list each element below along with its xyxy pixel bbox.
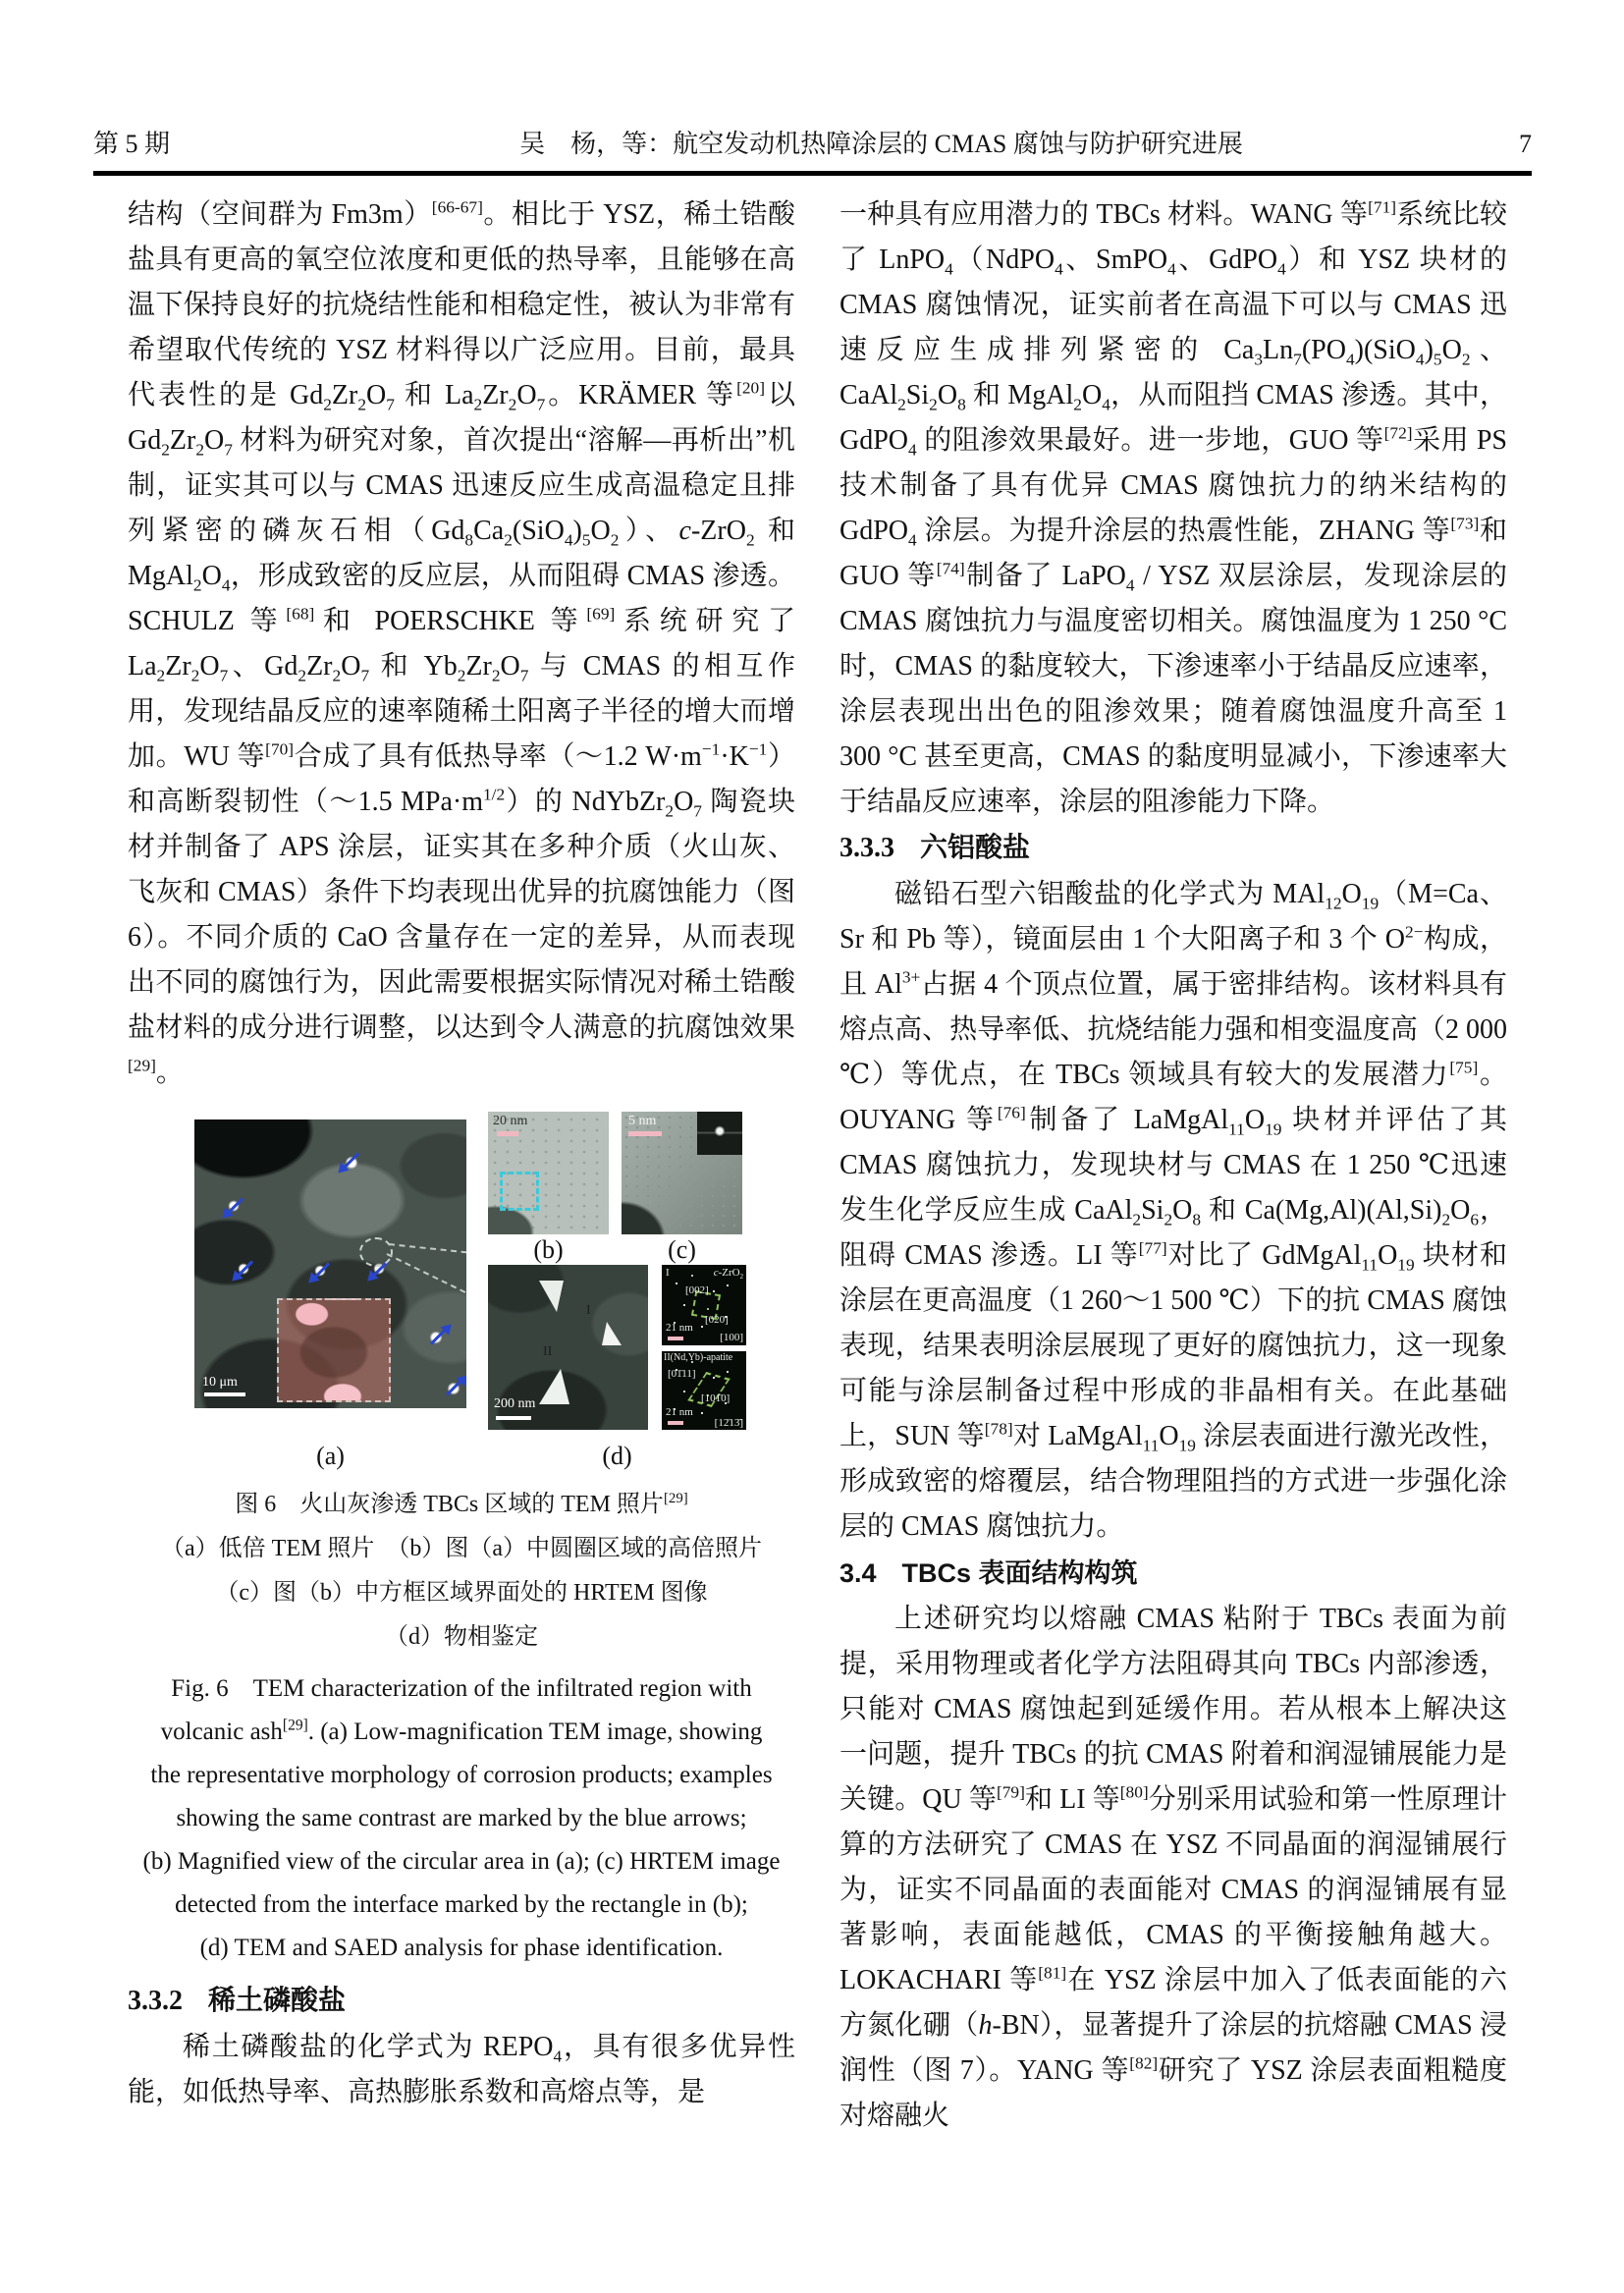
- body-paragraph: 一种具有应用潜力的 TBCs 材料。WANG 等[71]系统比较了 LnPO$_4$（NdPO$_4$、SmPO$_4$、GdPO$_4$）和 YSZ 块材的 CMAS 腐蚀情况，证实前者在高温下可以与 CMAS 迅速反应生成排列紧密的 $Ca_3Ln_7(PO_4)(SiO_4)_5O_2$、$CaAl_2Si_2O_8$ 和 $MgAl_2O_4$，从而阻挡 CMAS 渗透。其中，GdPO$_4$ 的阻渗效果最好。进一步地，GUO 等[72]采用 PS 技术制备了具有优异 CMAS 腐蚀抗力的纳米结构的 GdPO$_4$ 涂层。为提升涂层的热震性能，ZHANG 等[73]和 GUO 等[74]制备了 LaPO$_4$ / YSZ 双层涂层，发现涂层的 CMAS 腐蚀抗力与温度密切相关。腐蚀温度为 1 250 °C 时，CMAS 的黏度较大，下渗速率小于结晶反应速率，涂层表现出出色的阻渗效果；随着腐蚀温度升高至 1 300 °C 甚至更高，CMAS 的黏度明显减小，下渗速率大于结晶反应速率，涂层的阻渗能力下降。: [839, 197, 1507, 817]
- scale-bar-label: 5 nm: [628, 1114, 657, 1128]
- figure-caption-en-line: detected from the interface marked by the rectangle in (b);: [175, 1891, 748, 1918]
- saed-spot-label: [002]: [685, 1284, 709, 1296]
- figure-caption-zh-line: （a）低倍 TEM 照片 （b）图（a）中圆圈区域的高倍照片: [161, 1536, 762, 1561]
- figure-caption-en-line: showing the same contrast are marked by the blue arrows;: [176, 1805, 747, 1831]
- dashed-circle-marker: [359, 1237, 393, 1267]
- dashed-callout-line: [387, 1253, 466, 1306]
- section-title: 稀土磷酸盐: [208, 1986, 347, 2016]
- saed-phase-label: c-ZrO$_2$: [713, 1267, 743, 1282]
- scale-bar: [204, 1392, 245, 1396]
- subfigure-label-b: (b): [533, 1235, 564, 1264]
- cyan-dashed-rectangle: [500, 1172, 539, 1211]
- section-heading-3-3-2: [128, 1978, 795, 2025]
- diffraction-spots: [662, 1265, 664, 1267]
- body-paragraph: 磁铅石型六铝酸盐的化学式为 $MAl_{12}O_{19}(M=Ca$、Sr 和 Pb 等），镜面层由 1 个大阳离子和 3 个 $O^{2-}$构成，且 $Al^{3+}$占据 4 个顶点位置，属于密排结构。该材料具有熔点高、热导率低、抗烧结能力强和相变温度高（2 000 ℃）等优点，在 TBCs 领域具有较大的发展潜力[75]。OUYANG 等[76]制备了 $LaMgAl_{11}O_{19}$ 块材并评估了其 CMAS 腐蚀抗力，发现块材与 CMAS 在 1 250 ℃迅速发生化学反应生成 $CaAl_2Si_2O_8$ 和 $Ca(Mg,Al)(Al,Si)_2O_6$，阻碍 CMAS 渗透。LI 等[77]对比了 $GdMgAl_{11}O_{19}$ 块材和涂层在更高温度（1 260～1 500 ℃）下的抗 CMAS 腐蚀表现，结果表明涂层展现了更好的腐蚀抗力，这一现象可能与涂层制备过程中形成的非晶相有关。在此基础上，SUN 等[78]对 $LaMgAl_{11}O_{19}$ 涂层表面进行激光改性，形成致密的熔覆层，结合物理阻挡的方式进一步强化涂层的 CMAS 腐蚀抗力。: [839, 879, 1507, 1542]
- section-title: TBCs 表面结构构筑: [901, 1558, 1138, 1588]
- section-number: 3.4: [839, 1558, 877, 1588]
- hrtem-image-c: [622, 1112, 742, 1234]
- saed-spot-label: [020]: [705, 1314, 729, 1326]
- figure-6: [128, 1112, 795, 1483]
- figure-caption-en-line: the representative morphology of corrosion products; examples: [150, 1762, 773, 1788]
- scale-bar-label: 21 nm: [666, 1322, 693, 1334]
- running-title: 吴 杨，等：航空发动机热障涂层的 CMAS 腐蚀与防护研究进展: [519, 130, 1243, 158]
- tem-image-b: [488, 1112, 609, 1234]
- blue-arrow: [430, 1329, 446, 1344]
- running-head: [93, 124, 1532, 163]
- scale-bar: [668, 1421, 683, 1425]
- region-mark-II: II: [543, 1344, 553, 1359]
- saed-panel-czro2: [662, 1265, 746, 1345]
- saed-phase-label: II(Nd,Yb)-apatite: [664, 1352, 733, 1363]
- tem-image-a: [194, 1119, 466, 1408]
- figure-caption-en-line: (b) Magnified view of the circular area in (a); (c) HRTEM image: [142, 1848, 781, 1875]
- scale-bar: [628, 1131, 662, 1136]
- page-number: 7: [1519, 130, 1532, 158]
- saed-spot-label: [101̄0]: [701, 1392, 731, 1404]
- blue-arrow: [228, 1197, 244, 1213]
- scale-bar-label: 21 nm: [666, 1406, 693, 1418]
- issue-label: 第 5 期: [93, 130, 171, 158]
- figure-caption-en-line: volcanic ash[29]. (a) Low-magnification TEM image, showing: [160, 1717, 763, 1745]
- section-number: 3.3.2: [128, 1986, 183, 2016]
- figure-caption-en-line: (d) TEM and SAED analysis for phase identification.: [199, 1935, 724, 1961]
- subfigure-label-c: (c): [668, 1235, 696, 1264]
- figure-caption-zh-line: 图 6 火山灰渗透 TBCs 区域的 TEM 照片[29]: [235, 1491, 688, 1517]
- scale-bar: [668, 1337, 683, 1340]
- saed-spot-label: [12̄13̄]: [714, 1417, 743, 1429]
- dashed-callout-line: [389, 1243, 466, 1253]
- blue-arrow: [314, 1262, 330, 1278]
- header-rule: [93, 171, 1532, 176]
- blue-arrow: [238, 1260, 253, 1276]
- scale-bar-label: 10 μm: [202, 1375, 238, 1390]
- figure-caption-en-line: Fig. 6 TEM characterization of the infiltrated region with: [171, 1675, 752, 1702]
- saed-spot-label: [100]: [720, 1332, 743, 1343]
- figure-caption-zh-line: （d）物相鉴定: [385, 1624, 538, 1650]
- tem-image-d: [488, 1265, 648, 1430]
- region-mark-I: I: [586, 1303, 591, 1318]
- blue-arrow: [344, 1152, 359, 1168]
- scale-bar-label: 20 nm: [493, 1114, 528, 1128]
- saed-panel-apatite: [662, 1351, 746, 1430]
- section-heading-3-4: [839, 1550, 1507, 1597]
- section-heading-3-3-3: [839, 825, 1507, 872]
- subfigure-label-d: (d): [602, 1442, 632, 1470]
- subfigure-label-a: (a): [316, 1442, 345, 1470]
- fft-inset: [697, 1112, 742, 1155]
- right-column: [839, 192, 1507, 2139]
- bright-pocket: [539, 1281, 564, 1312]
- left-column: [128, 192, 795, 2115]
- pink-overlay-inset: [277, 1298, 391, 1402]
- scale-bar: [496, 1416, 531, 1420]
- scale-bar: [497, 1131, 518, 1136]
- section-title: 六铝酸盐: [920, 833, 1031, 863]
- figure-caption-zh-line: （c）图（b）中方框区域界面处的 HRTEM 图像: [215, 1580, 708, 1606]
- section-number: 3.3.3: [839, 833, 894, 863]
- blue-arrow: [446, 1380, 461, 1395]
- saed-spot-label: [01̄11]: [668, 1368, 696, 1380]
- saed-index: I: [666, 1267, 670, 1279]
- body-paragraph: 结构（空间群为 Fm3m）[66-67]。相比于 YSZ，稀土锆酸盐具有更高的氧空位浓度和更低的热导率，且能够在高温下保持良好的抗烧结性能和相稳定性，被认为非常有希望取代传统的 YSZ 材料得以广泛应用。目前，最具代表性的是 $Gd_2Zr_2O_7$ 和 $La_2Zr_2O_7$。KRÄMER 等[20]以 $Gd_2Zr_2O_7$ 材料为研究对象，首次提出“溶解—再析出”机制，证实其可以与 CMAS 迅速反应生成高温稳定且排列紧密的磷灰石相$(Gd_8Ca_2(SiO_4)_5O_2)$、c-ZrO$_2$ 和 $MgAl_2O_4$，形成致密的反应层，从而阻碍 CMAS 渗透。SCHULZ 等[68]和 POERSCHKE 等[69]系统研究了 $La_2Zr_2O_7$、$Gd_2Zr_2O_7$ 和 $Yb_2Zr_2O_7$ 与 CMAS 的相互作用，发现结晶反应的速率随稀土阳离子半径的增大而增加。WU 等[70]合成了具有低热导率（～1.2 $W\cdot m^{-1}\cdot K^{-1}$）和高断裂韧性（～1.5 $MPa\cdot m^{1/2}$）的 $NdYbZr_2O_7$ 陶瓷块材并制备了 APS 涂层，证实其在多种介质（火山灰、飞灰和 CMAS）条件下均表现出优异的抗腐蚀能力（图 6）。不同介质的 CaO 含量存在一定的差异，从而表现出不同的腐蚀行为，因此需要根据实际情况对稀土锆酸盐材料的成分进行调整，以达到令人满意的抗腐蚀效果[29]。: [128, 197, 795, 1088]
- bright-pocket: [602, 1322, 622, 1345]
- scale-bar-label: 200 nm: [494, 1396, 536, 1411]
- body-paragraph: 上述研究均以熔融 CMAS 粘附于 TBCs 表面为前提，采用物理或者化学方法阻碍其向 TBCs 内部渗透，只能对 CMAS 腐蚀起到延缓作用。若从根本上解决这一问题，提升 TBCs 的抗 CMAS 附着和润湿铺展能力是关键。QU 等[79]和 LI 等[80]分别采用试验和第一性原理计算的方法研究了 CMAS 在 YSZ 不同晶面的润湿铺展行为，证实不同晶面的表面能对 CMAS 的润湿铺展有显著影响，表面能越低，CMAS 的平衡接触角越大。LOKACHARI 等[81]在 YSZ 涂层中加入了低表面能的六方氮化硼（h-BN），显著提升了涂层的抗熔融 CMAS 浸润性（图 7）。YANG 等[82]研究了 YSZ 涂层表面粗糙度对熔融火: [839, 1604, 1507, 2131]
- body-paragraph: 稀土磷酸盐的化学式为 $REPO_4$，具有很多优异性能，如低热导率、高热膨胀系数和高熔点等，是: [128, 2032, 795, 2107]
